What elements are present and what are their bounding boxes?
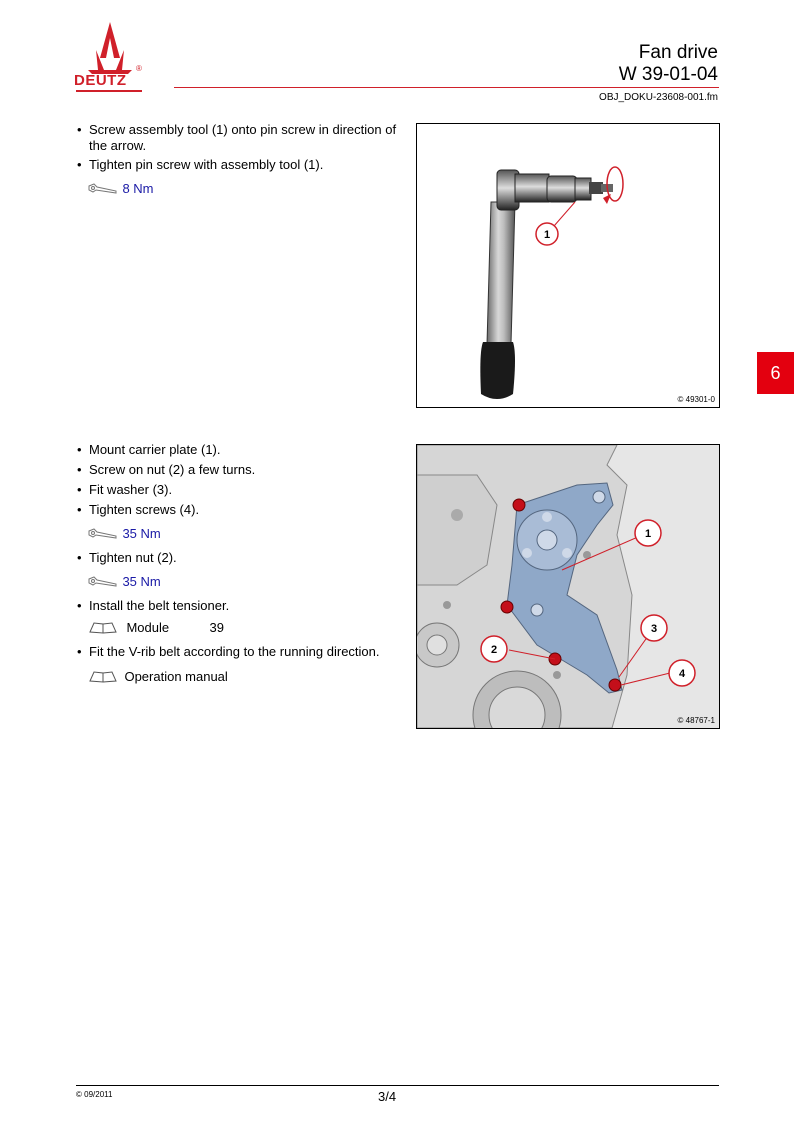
bullet: • xyxy=(77,502,82,517)
bullet: • xyxy=(77,157,82,172)
assembly-tool-illustration xyxy=(417,124,719,407)
torque-value: 35 Nm xyxy=(122,526,161,541)
step-fit-v-rib-belt xyxy=(77,644,407,660)
torque-spec-35nm-b xyxy=(88,573,161,591)
step-tighten-screws xyxy=(77,502,407,518)
book-icon xyxy=(88,670,118,683)
brand-name: DEUTZ xyxy=(74,72,127,89)
page-number: 3/4 xyxy=(378,1089,397,1104)
bullet: • xyxy=(77,598,82,613)
callout-1: 1 xyxy=(543,229,551,241)
step-screw-on-nut xyxy=(77,462,407,478)
torque-value: 35 Nm xyxy=(122,574,161,589)
bullet: • xyxy=(77,122,82,137)
torque-value: 8 Nm xyxy=(122,181,154,196)
manual-label: Operation manual xyxy=(124,669,228,684)
module-number: 39 xyxy=(209,620,225,635)
step-text: Tighten pin screw with assembly tool (1). xyxy=(89,157,324,172)
bullet: • xyxy=(77,442,82,457)
figure-id: © 48767-1 xyxy=(677,716,715,725)
step-fit-washer xyxy=(77,482,407,498)
module-label: Module xyxy=(126,620,170,635)
section-tab: 6 xyxy=(757,352,794,394)
torque-wrench-icon xyxy=(88,527,118,541)
step-tighten-pin-screw xyxy=(77,157,407,173)
footer-divider xyxy=(76,1085,719,1086)
registered-mark: ® xyxy=(136,64,142,73)
step-text: Screw assembly tool (1) onto pin screw in direction of the arrow. xyxy=(89,122,397,153)
figure-carrier-plate xyxy=(416,444,720,729)
step-text: Tighten screws (4). xyxy=(89,502,200,517)
brand-underline xyxy=(76,90,142,92)
step-text: Fit washer (3). xyxy=(89,482,173,497)
step-mount-carrier-plate xyxy=(77,442,407,458)
step-text: Install the belt tensioner. xyxy=(89,598,230,613)
callout-2: 2 xyxy=(490,644,498,656)
step-tighten-nut xyxy=(77,550,407,566)
bullet: • xyxy=(77,644,82,659)
module-reference xyxy=(88,619,224,637)
torque-spec-8nm xyxy=(88,180,154,198)
engine-carrier-plate-illustration xyxy=(417,445,719,728)
callout-4: 4 xyxy=(678,668,686,680)
page-title: Fan drive xyxy=(638,42,718,63)
book-icon xyxy=(88,621,118,634)
torque-wrench-icon xyxy=(88,575,118,589)
deutz-logo xyxy=(74,20,146,92)
manual-reference xyxy=(88,668,228,686)
document-file-name: OBJ_DOKU-23608-001.fm xyxy=(599,92,718,103)
step-text: Tighten nut (2). xyxy=(89,550,177,565)
step-text: Mount carrier plate (1). xyxy=(89,442,221,457)
figure-assembly-tool xyxy=(416,123,720,408)
bullet: • xyxy=(77,550,82,565)
callout-1: 1 xyxy=(644,528,652,540)
step-install-belt-tensioner xyxy=(77,598,407,614)
bullet: • xyxy=(77,482,82,497)
figure-id: © 49301-0 xyxy=(677,395,715,404)
step-screw-assembly-tool xyxy=(77,122,407,154)
header-divider xyxy=(174,87,719,88)
step-text: Screw on nut (2) a few turns. xyxy=(89,462,256,477)
step-text: Fit the V-rib belt according to the running direction. xyxy=(89,644,380,659)
footer-date: © 09/2011 xyxy=(76,1090,113,1099)
callout-3: 3 xyxy=(650,623,658,635)
document-code: W 39-01-04 xyxy=(618,64,718,85)
torque-spec-35nm-a xyxy=(88,525,161,543)
bullet: • xyxy=(77,462,82,477)
torque-wrench-icon xyxy=(88,182,118,196)
